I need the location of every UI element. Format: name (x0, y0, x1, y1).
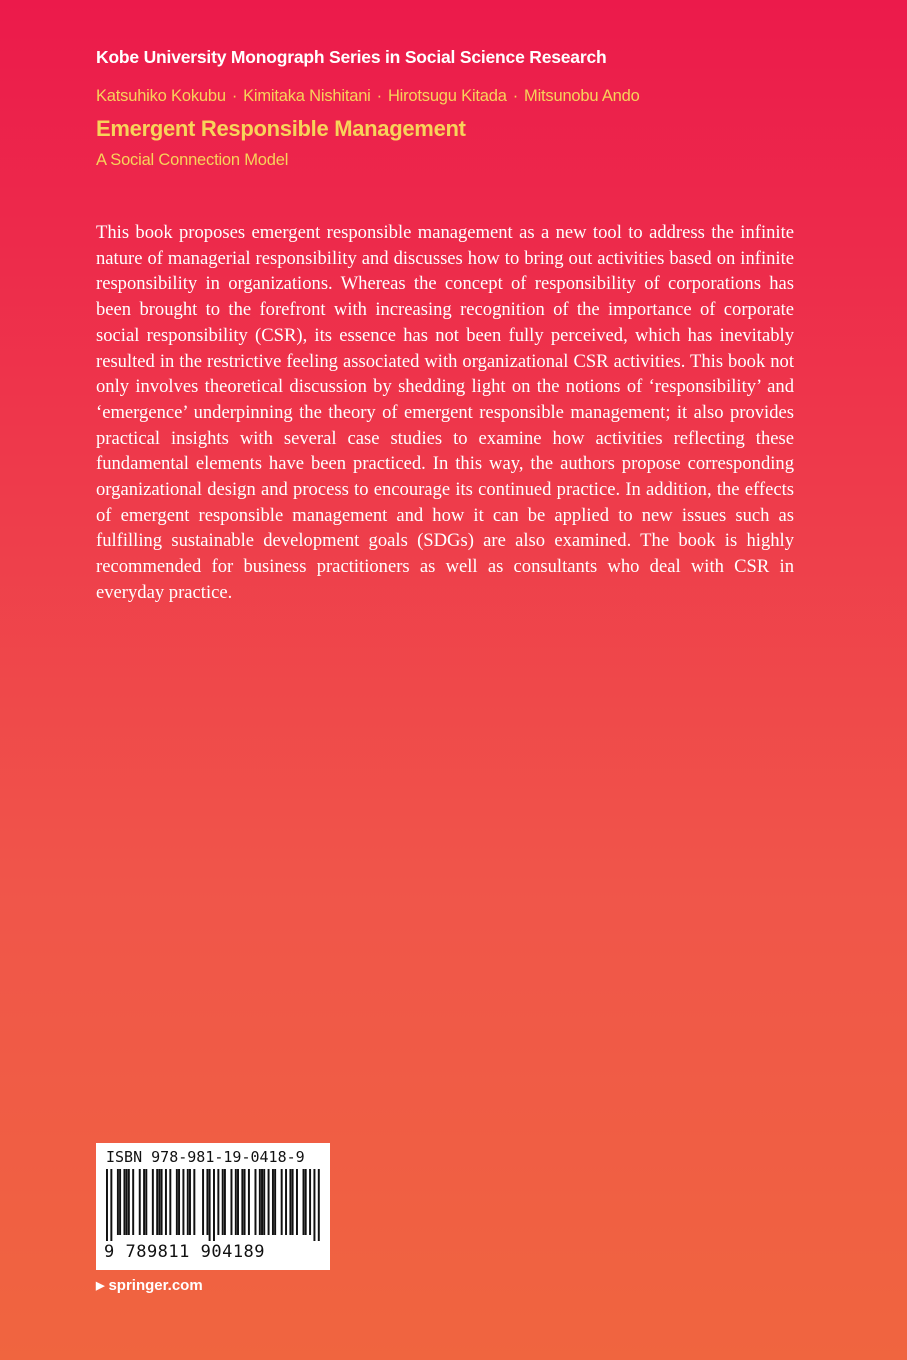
barcode-bar (132, 1169, 134, 1235)
barcode-bar (244, 1169, 246, 1235)
barcode-bar (313, 1169, 315, 1241)
book-title: Emergent Responsible Management (96, 116, 466, 141)
barcode-bar (261, 1169, 263, 1235)
barcode-bar (152, 1169, 154, 1235)
barcode-bar (292, 1169, 294, 1235)
barcode-bar (161, 1169, 163, 1235)
barcode-bar (209, 1169, 211, 1241)
barcode-bar (193, 1169, 195, 1235)
isbn-barcode-block (96, 1143, 330, 1270)
barcode-bar (248, 1169, 250, 1235)
barcode-bar (156, 1169, 158, 1235)
barcode-bar (128, 1169, 130, 1235)
barcode-bar (123, 1169, 125, 1235)
author-name: Kimitaka Nishitani (243, 87, 371, 105)
barcode-bar (106, 1169, 108, 1241)
barcode-bar (206, 1169, 208, 1235)
barcode-bar (143, 1169, 145, 1235)
author-name: Mitsunobu Ando (524, 87, 640, 105)
barcode-bar (145, 1169, 147, 1235)
barcode-bar (178, 1169, 180, 1235)
author-name: Katsuhiko Kokubu (96, 87, 226, 105)
barcode-bar (263, 1169, 265, 1235)
isbn-label: ISBN 978-981-19-0418-9 (106, 1148, 305, 1166)
series-title: Kobe University Monograph Series in Social Science Research (96, 47, 607, 67)
barcode-bar (230, 1169, 232, 1235)
barcode-bar (296, 1169, 298, 1235)
barcode-bar (241, 1169, 243, 1235)
author-separator: · (376, 87, 382, 105)
barcode-bar (222, 1169, 224, 1235)
arrow-right-icon: ▶ (96, 1280, 105, 1292)
barcode-bar (285, 1169, 287, 1235)
barcode-bar (254, 1169, 256, 1235)
barcode-bar (189, 1169, 191, 1235)
barcode-bar (110, 1169, 112, 1241)
author-name: Hirotsugu Kitada (387, 87, 507, 105)
barcode-bar (187, 1169, 189, 1235)
barcode-bar (318, 1169, 320, 1241)
barcode-bar (213, 1169, 215, 1241)
barcode-bar (305, 1169, 307, 1235)
barcode-bar (272, 1169, 274, 1235)
barcode-bar (202, 1169, 204, 1235)
barcode-bar (237, 1169, 239, 1235)
author-separator: · (231, 87, 238, 105)
barcode-bar (268, 1169, 270, 1235)
barcode-bar (303, 1169, 305, 1235)
barcode-bar (217, 1169, 219, 1235)
barcode-bar (259, 1169, 261, 1235)
publisher-link[interactable] (96, 1277, 203, 1294)
barcode-bar (235, 1169, 237, 1235)
barcode-bar (126, 1169, 128, 1235)
barcode-bar (289, 1169, 291, 1235)
barcode-bar (309, 1169, 311, 1235)
barcode-bar (176, 1169, 178, 1235)
barcode-bar (182, 1169, 184, 1235)
book-subtitle: A Social Connection Model (96, 151, 289, 169)
barcode-bar (165, 1169, 167, 1235)
author-separator: · (512, 87, 519, 105)
barcode-bar (139, 1169, 141, 1235)
publisher-link-label: springer.com (108, 1277, 203, 1294)
barcode-bar (274, 1169, 276, 1235)
barcode-bar (224, 1169, 226, 1235)
barcode-bar (117, 1169, 119, 1235)
author-list (96, 87, 640, 106)
book-description: This book proposes emergent responsible management as a new tool to address the infinite nature of managerial responsibility and discusses how to bring out activities based on infinite responsibility in organizations. Whereas the concept of responsibility of corporations has been brought to the forefront with increasing recognition of the importance of corporate social responsibility (CSR), its essence has not been fully perceived, which has inevitably resulted in the restrictive feeling associated with organizational CSR activities. This book not only involves theoretical discussion by shedding light on the notions of ‘responsibility’ and ‘emergence’ underpinning the theory of emergent responsible management; it also provides practical insights with several case studies to examine how activities reflecting these fundamental elements have been practiced. In this way, the authors propose corresponding organizational design and process to encourage its continued practice. In addition, the effects of emergent responsible management and how it can be applied to new issues such as fulfilling sustainable development goals (SDGs) are also examined. The book is highly recommended for business practitioners as well as consultants who deal with CSR in everyday practice. (96, 222, 794, 603)
barcode-bar (169, 1169, 171, 1235)
isbn-digits: 9 789811 904189 (104, 1242, 266, 1262)
barcode-graphic (106, 1169, 320, 1241)
barcode-bar (119, 1169, 121, 1235)
barcode-bar (281, 1169, 283, 1235)
barcode-bar (158, 1169, 160, 1235)
